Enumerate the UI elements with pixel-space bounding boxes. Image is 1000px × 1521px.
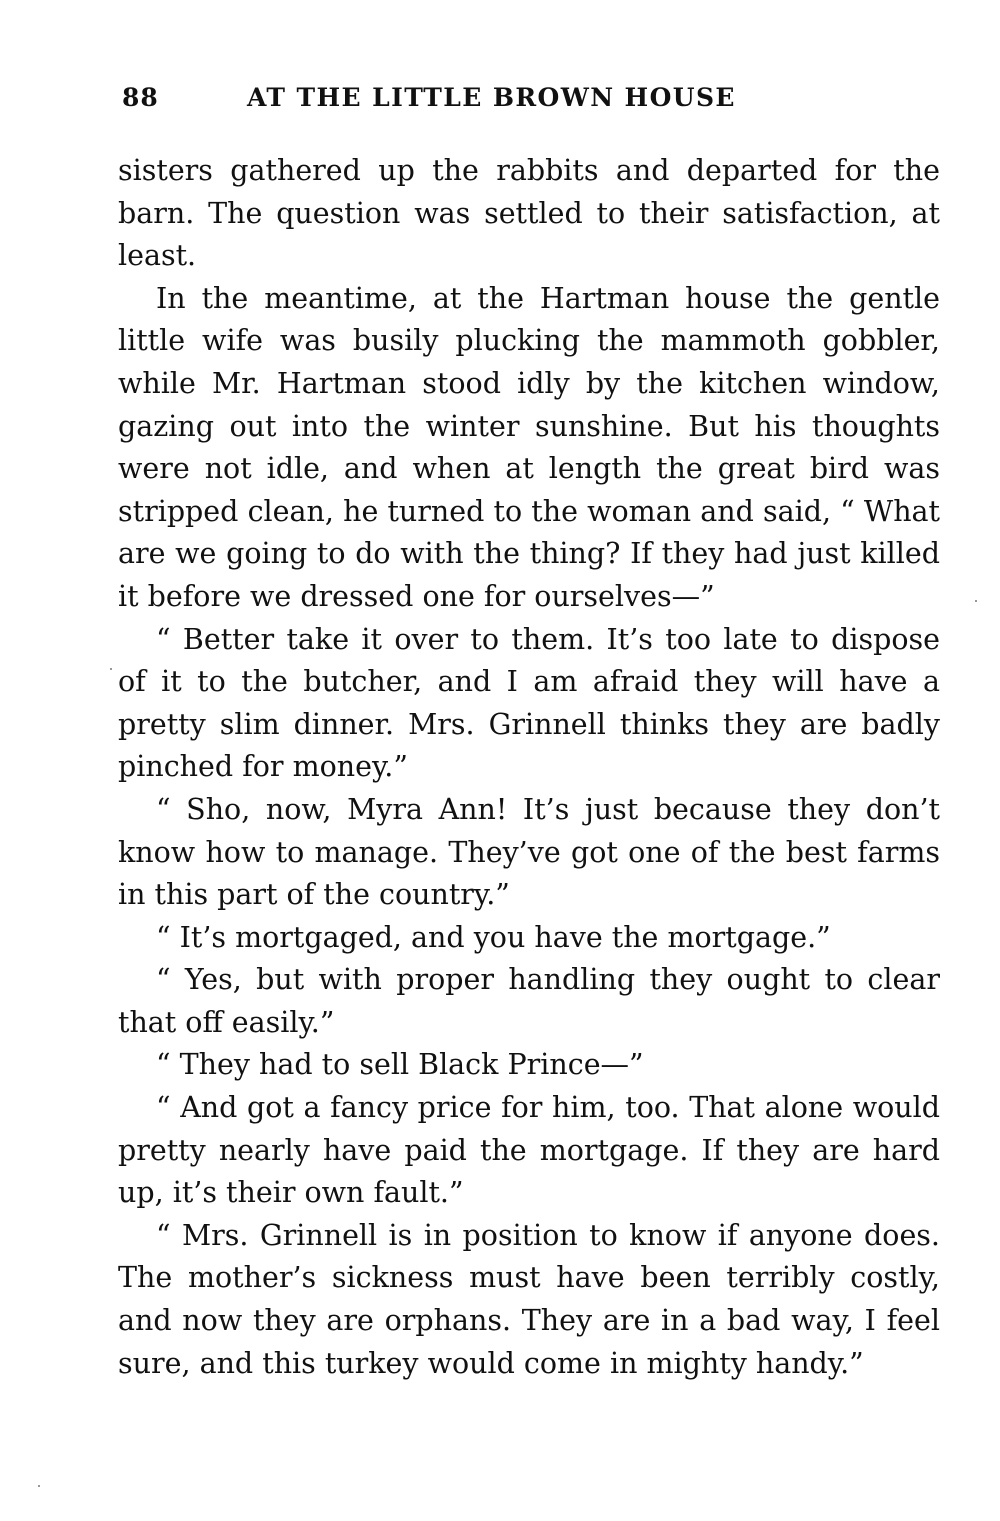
body-text [118,150,940,1385]
paragraph-proper-handling: “ Yes, but with proper handling they ought to clear that off easily.” [118,963,940,1039]
page-number: 88 [122,83,159,112]
running-header [122,78,842,118]
paragraph-sho-now: “ Sho, now, Myra Ann! It’s just because they don’t know how to manage. They’ve got one of the best farms in this part of the country.” [118,792,940,912]
paragraph-hartman-house: In the meantime, at the Hartman house the gentle little wife was busily plucking the mammoth gobbler, while Mr. Hartman stood idly by the kitchen window, gazing out into the winter sunshine. But his thoughts were not idle, and when at length the great bird was stripped clean, he turned to the woman and said, “ What are we going to do with the thing? If they had just killed it before we dressed one for ourselves—” [118,281,940,613]
running-title: AT THE LITTLE BROWN HOUSE [247,83,736,112]
print-speck [38,1485,40,1487]
print-speck [110,668,112,670]
print-speck [975,600,977,602]
paragraph-better-take-it: “ Better take it over to them. It’s too late to dispose of it to the butcher, and I am afraid they will have a pretty slim dinner. Mrs. Grinnell thinks they are badly pinched for money.” [118,622,940,784]
paragraph-fancy-price: “ And got a fancy price for him, too. That alone would pretty nearly have paid the mortgage. If they are hard up, it’s their own fault.” [118,1091,940,1210]
paragraph-mortgaged: “ It’s mortgaged, and you have the mortgage.” [156,920,831,954]
paragraph-mrs-grinnell: “ Mrs. Grinnell is in position to know if anyone does. The mother’s sickness must have been terribly costly, and now they are orphans. They are in a bad way, I feel sure, and this turkey would come in mighty handy.” [118,1218,940,1380]
paragraph-black-prince: “ They had to sell Black Prince—” [156,1048,644,1082]
paragraph-continuation: sisters gathered up the rabbits and departed for the barn. The question was settled to their satisfaction, at least. [118,154,940,273]
